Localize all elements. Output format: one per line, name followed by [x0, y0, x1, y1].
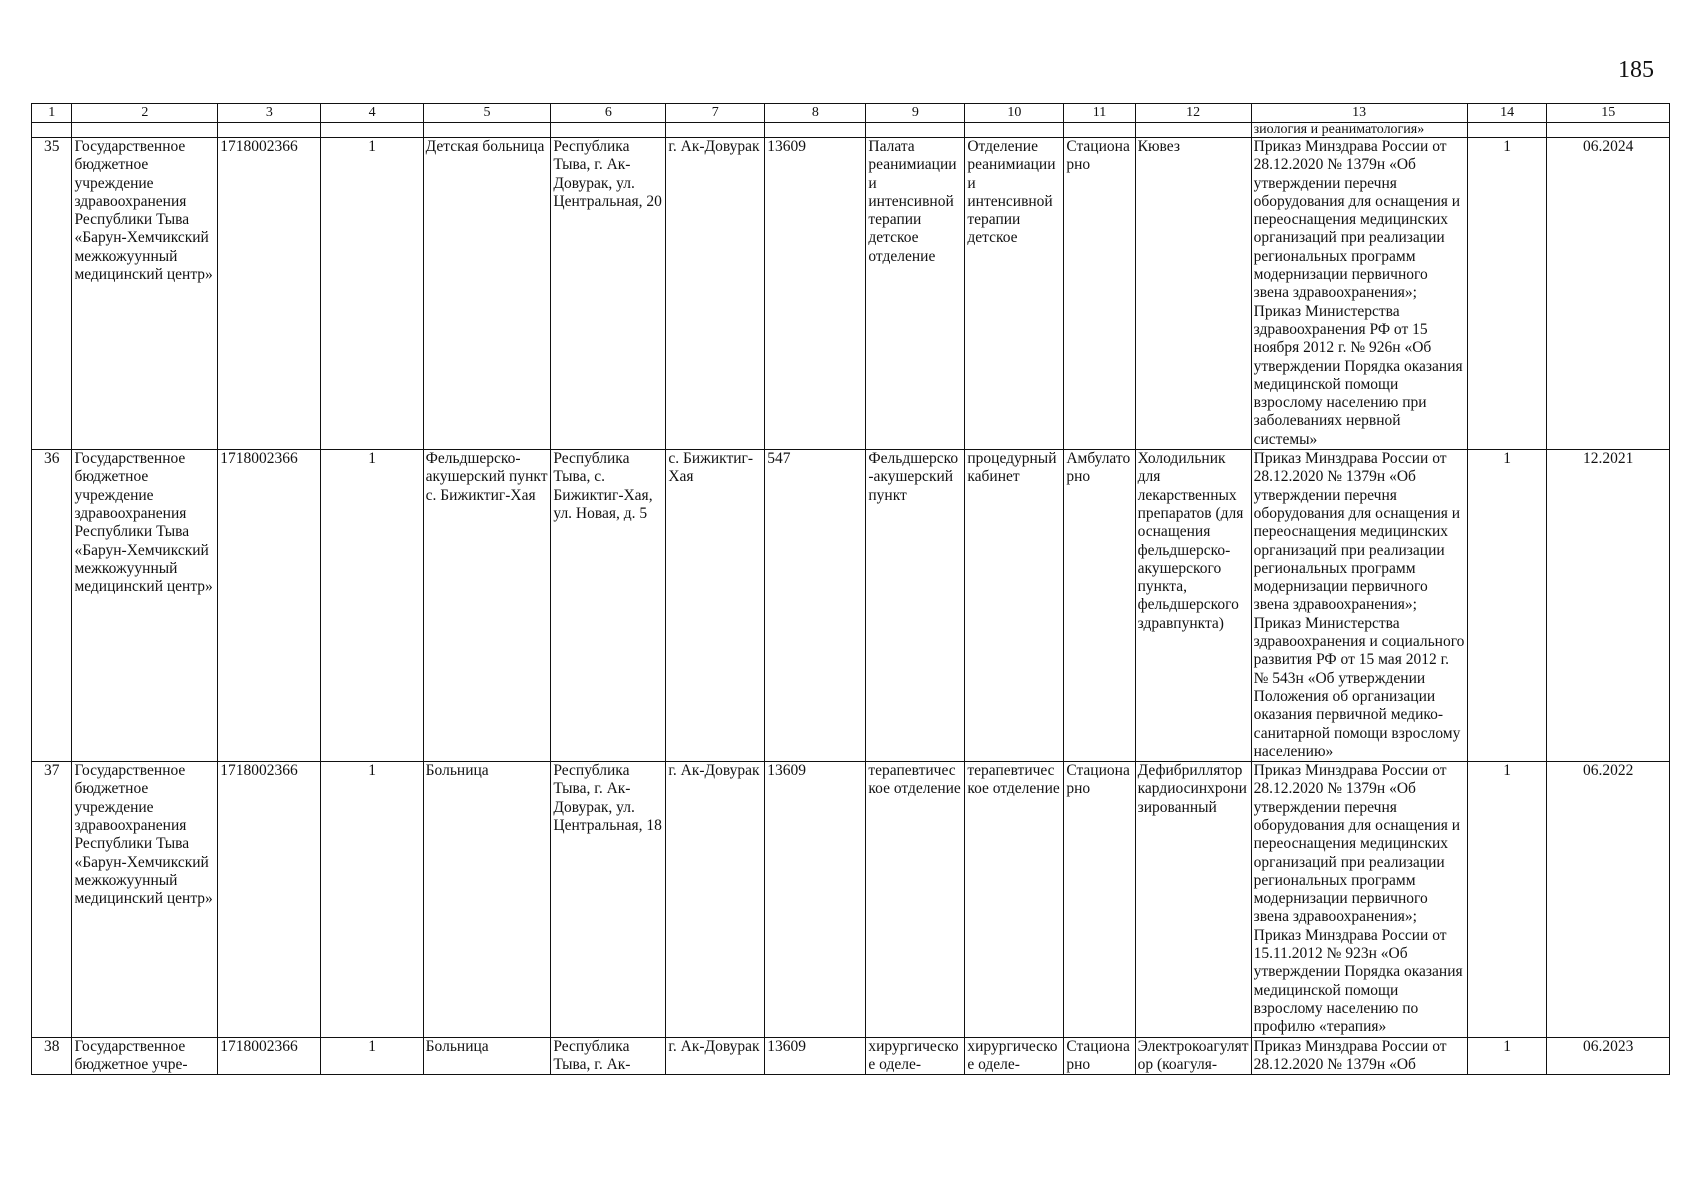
equipment-table — [31, 103, 1670, 1075]
locality-cell: г. Ак-Довурак — [666, 762, 765, 1037]
table-cell — [866, 123, 965, 138]
locality-cell: г. Ак-Довурак — [666, 1037, 765, 1075]
facility-cell: Больница — [423, 1037, 551, 1075]
quantity-cell: 1 — [1467, 450, 1547, 762]
row-number: 38 — [32, 1037, 72, 1075]
equipment-cell: Холодильник для лекарственных препаратов (для оснащения фельдшерско-акушерского пункта, фельдшерского здравпункта) — [1135, 450, 1251, 762]
facility-cell: Фельдшерско-акушерский пункт с. Бижиктиг-Хая — [423, 450, 551, 762]
column-number: 1 — [32, 104, 72, 123]
address-cell: Республика Тыва, г. Ак-Довурак, ул. Центральная, 20 — [551, 138, 666, 450]
column-4-cell: 1 — [321, 450, 423, 762]
organization-cell: Государственное бюджетное учреждение здравоохранения Республики Тыва «Барун-Хемчикский межкожуунный медицинский центр» — [72, 762, 218, 1037]
column-number: 13 — [1251, 104, 1467, 123]
code-cell: 13609 — [765, 1037, 866, 1075]
code-cell: 547 — [765, 450, 866, 762]
basis-cell: Приказ Минздрава России от 28.12.2020 № 1379н «Об утверждении перечня оборудования для оснащения и переоснащения медицинских организаций при реализации региональных программ модернизации первичного звена здравоохранения»; Приказ Министерства здравоохранения РФ от 15 ноября 2012 г. № 926н «Об утверждении Порядка оказания медицинской помощи взрослому населению при заболеваниях нервной системы» — [1251, 138, 1467, 450]
column-number: 5 — [423, 104, 551, 123]
equipment-cell: Дефибриллятор кардиосинхронизированный — [1135, 762, 1251, 1037]
unit-cell: Фельдшерско-акушерский пункт — [866, 450, 965, 762]
column-4-cell: 1 — [321, 138, 423, 450]
code-cell: 13609 — [765, 138, 866, 450]
inn-cell: 1718002366 — [218, 762, 321, 1037]
basis-cell: Приказ Минздрава России от 28.12.2020 № 1379н «Об утверждении перечня оборудования для оснащения и переоснащения медицинских организаций при реализации региональных программ модернизации первичного звена здравоохранения»; Приказ Минздрава России от 15.11.2012 № 923н «Об утверждении Порядка оказания медицинской помощи взрослому населению по профилю «терапия» — [1251, 762, 1467, 1037]
row-number: 35 — [32, 138, 72, 450]
organization-cell: Государственное бюджетное учреждение здравоохранения Республики Тыва «Барун-Хемчикский межкожуунный медицинский центр» — [72, 138, 218, 450]
table-row — [32, 138, 1670, 450]
date-cell: 12.2021 — [1547, 450, 1670, 762]
column-number: 7 — [666, 104, 765, 123]
department-cell: хирургическое оделе- — [965, 1037, 1064, 1075]
column-number: 8 — [765, 104, 866, 123]
date-cell: 06.2023 — [1547, 1037, 1670, 1075]
date-cell: 06.2022 — [1547, 762, 1670, 1037]
table-cell — [321, 123, 423, 138]
page-number: 185 — [1618, 57, 1654, 83]
inn-cell: 1718002366 — [218, 1037, 321, 1075]
column-number: 12 — [1135, 104, 1251, 123]
table-cell — [666, 123, 765, 138]
locality-cell: г. Ак-Довурак — [666, 138, 765, 450]
department-cell: терапевтическое отделение — [965, 762, 1064, 1037]
column-number: 11 — [1064, 104, 1135, 123]
care-type-cell: Стационарно — [1064, 138, 1135, 450]
equipment-cell: Кювез — [1135, 138, 1251, 450]
table-cell — [423, 123, 551, 138]
care-type-cell: Стационарно — [1064, 762, 1135, 1037]
table-cell — [72, 123, 218, 138]
column-number: 14 — [1467, 104, 1547, 123]
care-type-cell: Стационарно — [1064, 1037, 1135, 1075]
unit-cell: хирургическое оделе- — [866, 1037, 965, 1075]
continuation-row — [32, 123, 1670, 138]
equipment-cell: Электрокоагулятор (коагуля- — [1135, 1037, 1251, 1075]
column-number: 3 — [218, 104, 321, 123]
care-type-cell: Амбулаторно — [1064, 450, 1135, 762]
column-number: 2 — [72, 104, 218, 123]
facility-cell: Детская больница — [423, 138, 551, 450]
locality-cell: с. Бижиктиг-Хая — [666, 450, 765, 762]
table-cell — [32, 123, 72, 138]
table-cell — [1467, 123, 1547, 138]
department-cell: процедурный кабинет — [965, 450, 1064, 762]
table-cell — [965, 123, 1064, 138]
column-4-cell: 1 — [321, 762, 423, 1037]
basis-cell: Приказ Минздрава России от 28.12.2020 № 1379н «Об утверждении перечня оборудования для оснащения и переоснащения медицинских организаций при реализации региональных программ модернизации первичного звена здравоохранения»; Приказ Министерства здравоохранения и социального развития РФ от 15 мая 2012 г. № 543н «Об утверждении Положения об организации оказания первичной медико-санитарной помощи взрослому населению» — [1251, 450, 1467, 762]
table-cell: зиология и реаниматология» — [1251, 123, 1467, 138]
date-cell: 06.2024 — [1547, 138, 1670, 450]
facility-cell: Больница — [423, 762, 551, 1037]
column-number-row — [32, 104, 1670, 123]
organization-cell: Государственное бюджетное учреждение здравоохранения Республики Тыва «Барун-Хемчикский межкожуунный медицинский центр» — [72, 450, 218, 762]
column-number: 10 — [965, 104, 1064, 123]
table-cell — [1135, 123, 1251, 138]
table-row — [32, 450, 1670, 762]
row-number: 36 — [32, 450, 72, 762]
basis-cell: Приказ Минздрава России от 28.12.2020 № 1379н «Об — [1251, 1037, 1467, 1075]
inn-cell: 1718002366 — [218, 450, 321, 762]
department-cell: Отделение реанимиации и интенсивной терапии детское — [965, 138, 1064, 450]
column-number: 4 — [321, 104, 423, 123]
address-cell: Республика Тыва, г. Ак- — [551, 1037, 666, 1075]
column-number: 6 — [551, 104, 666, 123]
row-number: 37 — [32, 762, 72, 1037]
quantity-cell: 1 — [1467, 138, 1547, 450]
address-cell: Республика Тыва, с. Бижиктиг-Хая, ул. Новая, д. 5 — [551, 450, 666, 762]
quantity-cell: 1 — [1467, 1037, 1547, 1075]
table-cell — [218, 123, 321, 138]
table-cell — [551, 123, 666, 138]
table-cell — [1547, 123, 1670, 138]
column-number: 15 — [1547, 104, 1670, 123]
unit-cell: Палата реанимиации и интенсивной терапии детское отделение — [866, 138, 965, 450]
unit-cell: терапевтическое отделение — [866, 762, 965, 1037]
organization-cell: Государственное бюджетное учре- — [72, 1037, 218, 1075]
table-row — [32, 762, 1670, 1037]
quantity-cell: 1 — [1467, 762, 1547, 1037]
table-cell — [1064, 123, 1135, 138]
table-cell — [765, 123, 866, 138]
column-number: 9 — [866, 104, 965, 123]
inn-cell: 1718002366 — [218, 138, 321, 450]
table-row — [32, 1037, 1670, 1075]
code-cell: 13609 — [765, 762, 866, 1037]
column-4-cell: 1 — [321, 1037, 423, 1075]
address-cell: Республика Тыва, г. Ак-Довурак, ул. Центральная, 18 — [551, 762, 666, 1037]
